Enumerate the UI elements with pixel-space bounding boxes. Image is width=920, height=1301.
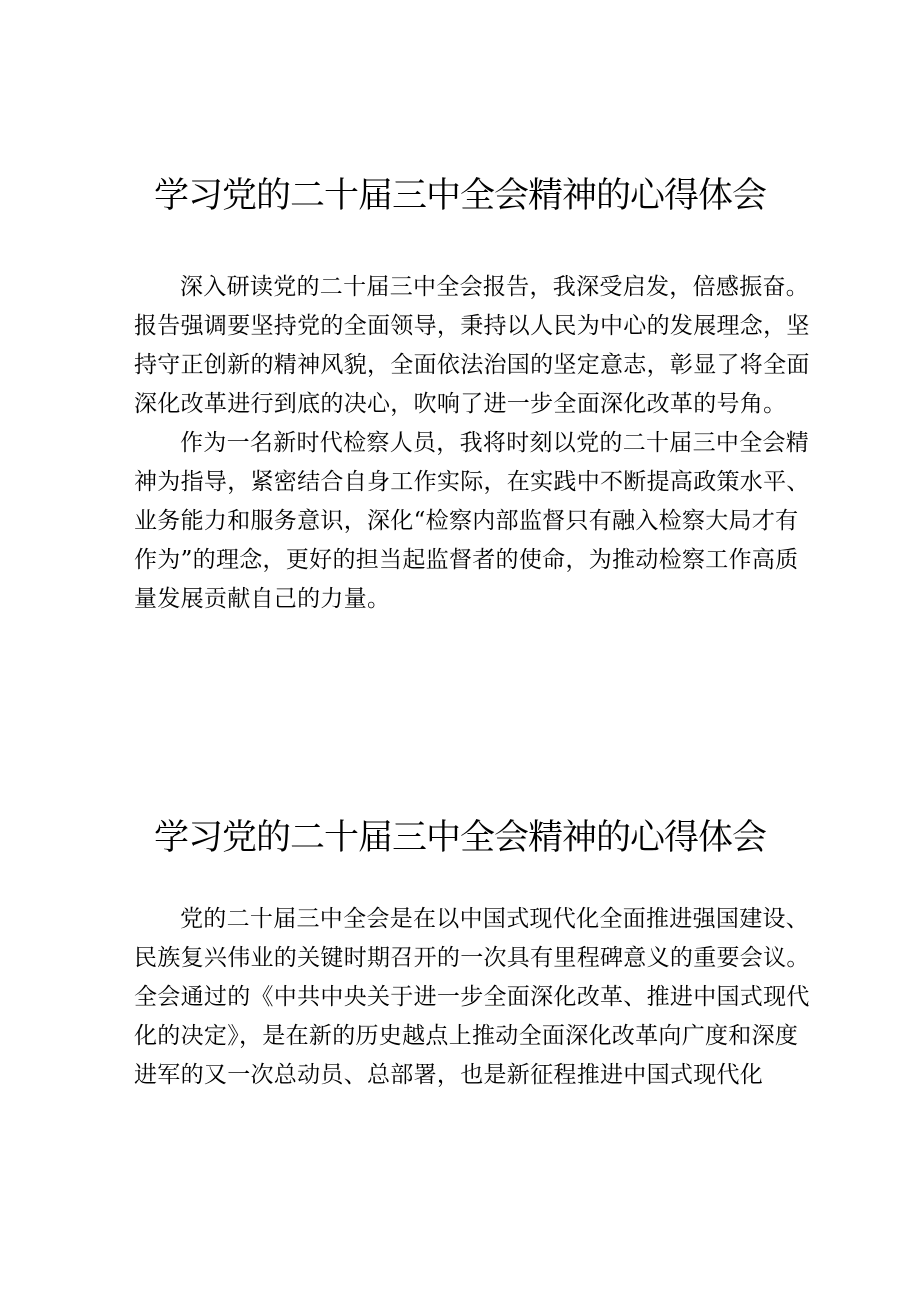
article-1-paragraph-2: 作为一名新时代检察人员，我将时刻以党的二十届三中全会精神为指导，紧密结合自身工作实际，在实践中不断提高政策水平、业务能力和服务意识，深化“检察内部监督只有融入检察大局才有作为”的理念，更好的担当起监督者的使命，为推动检察工作高质量发展贡献自己的力量。 xyxy=(134,430,810,612)
article-1-title: 学习党的二十届三中全会精神的心得体会 xyxy=(153,176,766,216)
article-1-paragraph-1: 深入研读党的二十届三中全会报告，我深受启发，倍感振奋。报告强调要坚持党的全面领导，秉持以人民为中心的发展理念，坚持守正创新的精神风貌，全面依法治国的坚定意志，彰显了将全面深化改革进行到底的决心，吹响了进一步全面深化改革的号角。 xyxy=(134,274,810,417)
article-2-title: 学习党的二十届三中全会精神的心得体会 xyxy=(153,818,766,858)
article-2-paragraph-1: 党的二十届三中全会是在以中国式现代化全面推进强国建设、民族复兴伟业的关键时期召开的一次具有里程碑意义的重要会议。全会通过的《中共中央关于进一步全面深化改革、推进中国式现代化的决定》，是在新的历史越点上推动全面深化改革向广度和深度进军的又一次总动员、总部署，也是新征程推进中国式现代化 xyxy=(134,906,810,1088)
article-1-body xyxy=(134,268,810,619)
article-2-body xyxy=(134,900,810,1095)
